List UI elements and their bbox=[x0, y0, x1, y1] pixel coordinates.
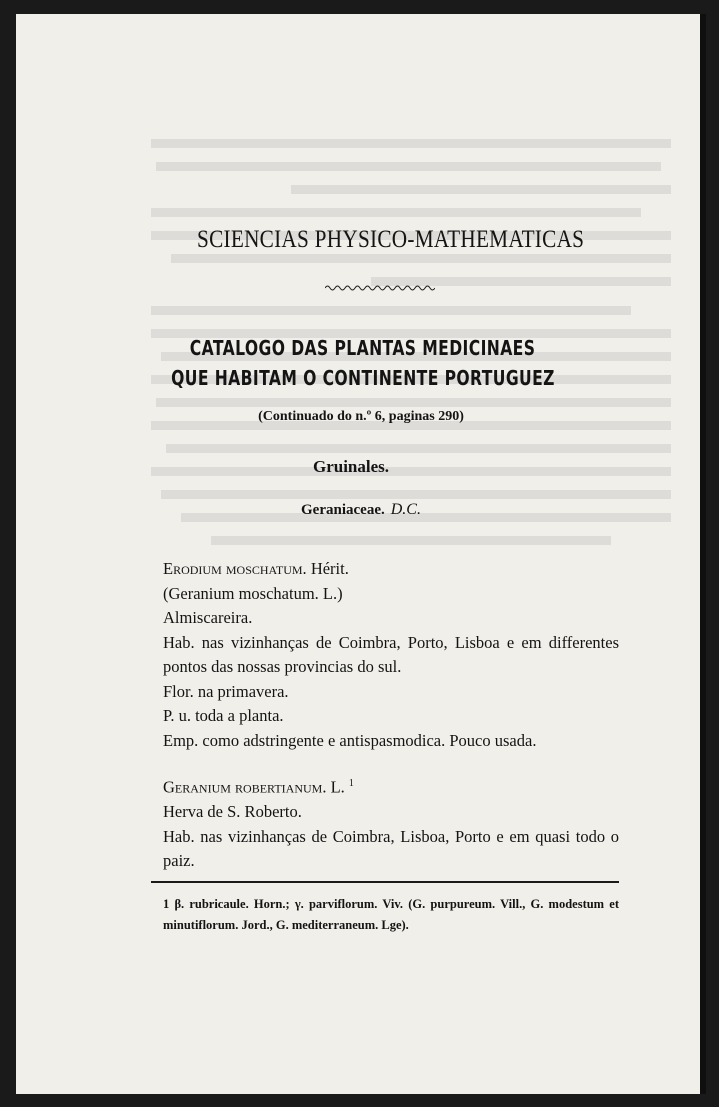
catalog-title-line-1-text: CATALOGO DAS PLANTAS MEDICINAES bbox=[190, 336, 536, 360]
order-heading: Gruinales. bbox=[312, 457, 390, 476]
family-name: Geraniaceae. bbox=[301, 502, 385, 518]
decorative-wavy-rule bbox=[325, 284, 435, 292]
family-heading bbox=[16, 501, 706, 519]
species-part-used: P. u. toda a planta. bbox=[163, 706, 284, 725]
footnote bbox=[163, 894, 619, 936]
catalog-title-line-1 bbox=[18, 336, 706, 360]
species-entry bbox=[163, 557, 619, 753]
species-flowering: Flor. na primavera. bbox=[163, 681, 289, 701]
species-name: Geranium robertianum. bbox=[163, 777, 327, 797]
species-author: Hérit. bbox=[306, 559, 349, 578]
footnote-text: β. rubricaule. Horn.; γ. parviflorum. Viv. (G. purpureum. Vill., G. modestum et minutiflorum. Jord., G. mediterraneum. Lge). bbox=[163, 897, 619, 932]
species-entry bbox=[163, 772, 619, 874]
species-habitat: Hab. nas vizinhanças de Coimbra, Lisboa, Porto e em quasi todo o paiz. bbox=[163, 826, 619, 870]
family-authority: D.C. bbox=[390, 501, 421, 518]
species-heading bbox=[163, 557, 619, 582]
footnote-marker[interactable]: 1 bbox=[348, 778, 354, 789]
continued-note: (Continuado do n.º 6, paginas 290) bbox=[258, 409, 464, 424]
section-title: SCIENCIAS PHYSICO-MATHEMATICAS bbox=[197, 226, 585, 253]
catalog-title-line-2-text: QUE HABITAM O CONTINENTE PORTUGUEZ bbox=[171, 366, 555, 390]
document-page bbox=[16, 14, 706, 1094]
bleed-through-texture bbox=[151, 84, 671, 564]
species-heading bbox=[163, 772, 619, 800]
footnote-number: 1 bbox=[163, 897, 170, 911]
species-author: L. bbox=[326, 777, 345, 797]
species-common-name: Herva de S. Roberto. bbox=[163, 802, 302, 821]
species-synonym: (Geranium moschatum. L.) bbox=[163, 583, 343, 603]
footnote-divider bbox=[151, 881, 619, 883]
species-name: Erodium moschatum. bbox=[163, 559, 307, 578]
species-use: Emp. como adstringente e antispasmodica. Pouco usada. bbox=[163, 730, 537, 750]
species-common-name: Almiscareira. bbox=[163, 608, 253, 627]
species-habitat: Hab. nas vizinhanças de Coimbra, Porto, Lisboa e em differentes pontos das nossas provincias do sul. bbox=[163, 632, 619, 676]
catalog-title-line-2 bbox=[18, 366, 706, 390]
